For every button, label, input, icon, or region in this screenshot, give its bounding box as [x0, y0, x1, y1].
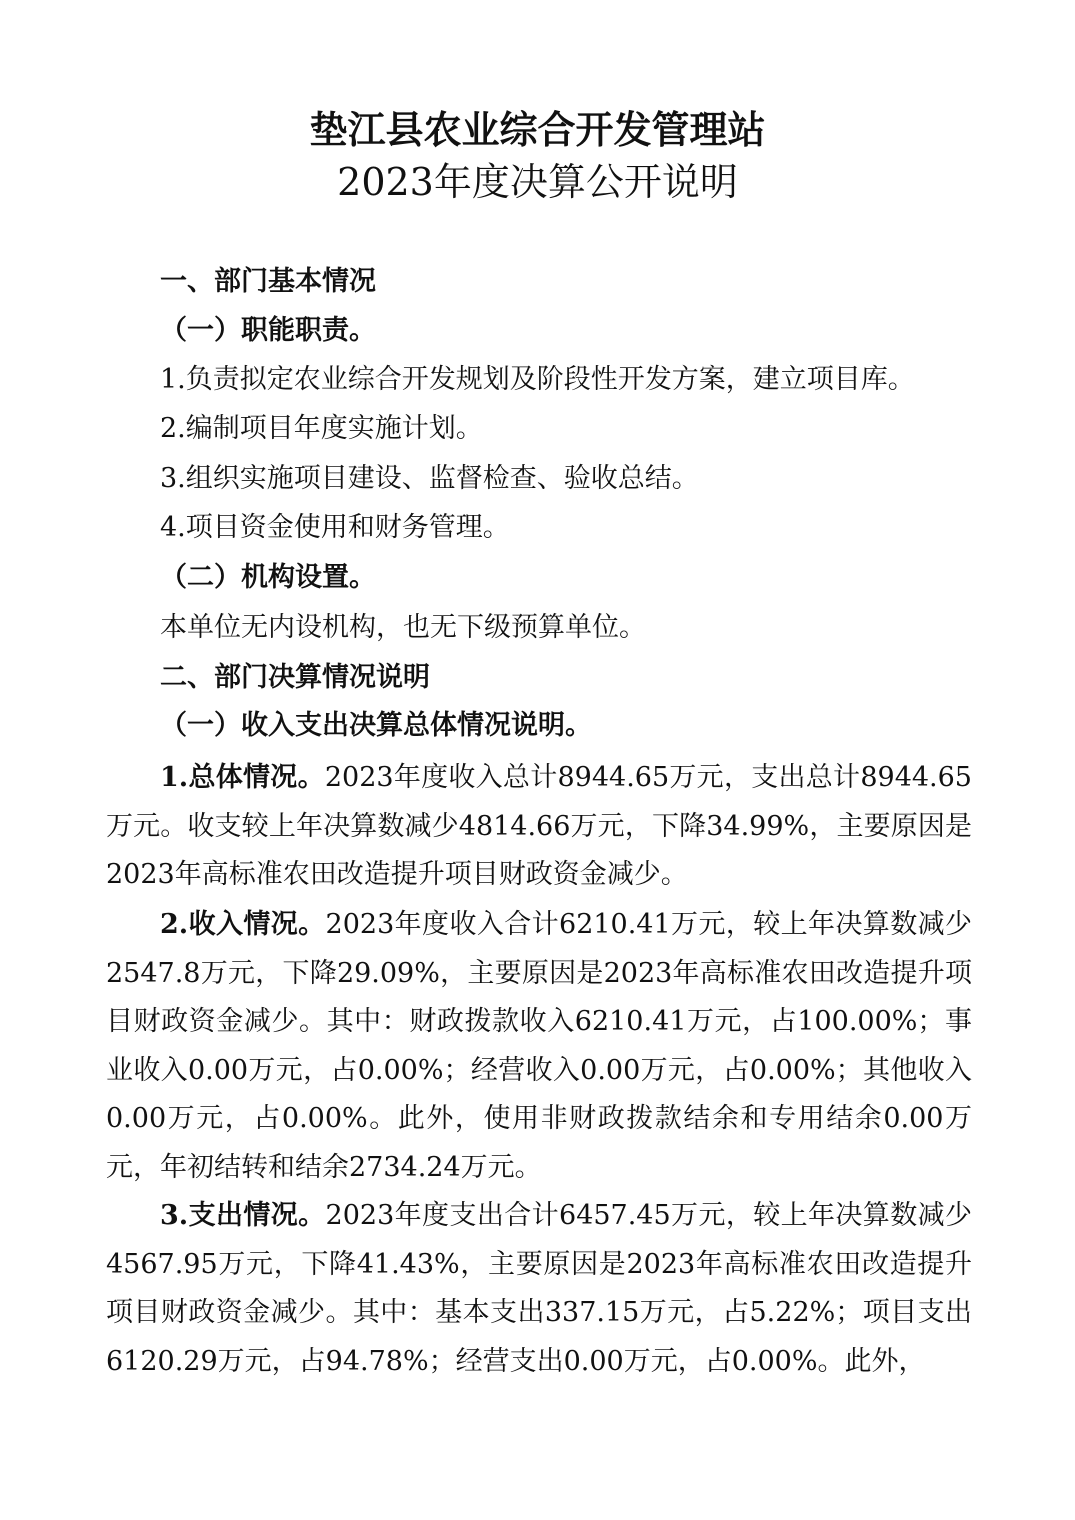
paragraph-income	[106, 901, 972, 1192]
section2-sub1-heading: （一）收入支出决算总体情况说明。	[160, 710, 592, 741]
section2-heading: 二、部门决算情况说明	[160, 662, 430, 693]
section1-sub2-heading: （二）机构设置。	[160, 562, 376, 593]
duty-item-1: 1.负责拟定农业综合开发规划及阶段性开发方案，建立项目库。	[160, 364, 915, 395]
paragraph-expenditure	[106, 1192, 972, 1386]
org-structure-text: 本单位无内设机构，也无下级预算单位。	[160, 612, 646, 643]
paragraph-expenditure-text: 2023年度支出合计6457.45万元，较上年决算数减少4567.95万元，下降41.43%，主要原因是2023年高标准农田改造提升项目财政资金减少。其中：基本支出337.15万元，占5.22%；项目支出6120.29万元，占94.78%；经营支出0.00万元，占0.00%。此外，	[106, 1200, 972, 1377]
paragraph-income-lead: 2.收入情况。	[160, 909, 326, 940]
paragraph-expenditure-lead: 3.支出情况。	[160, 1200, 326, 1231]
paragraph-overall-lead: 1.总体情况。	[160, 762, 325, 793]
paragraph-overall-text: 2023年度收入总计8944.65万元，支出总计8944.65万元。收支较上年决算数减少4814.66万元，下降34.99%，主要原因是2023年高标准农田改造提升项目财政资金减少。	[106, 762, 972, 890]
duty-item-3: 3.组织实施项目建设、监督检查、验收总结。	[160, 463, 699, 494]
duty-item-2: 2.编制项目年度实施计划。	[160, 413, 483, 444]
section1-heading: 一、部门基本情况	[160, 266, 376, 297]
doc-title-line2: 2023年度决算公开说明	[337, 160, 738, 204]
duty-item-4: 4.项目资金使用和财务管理。	[160, 512, 510, 543]
paragraph-overall	[106, 754, 972, 900]
section1-sub1-heading: （一）职能职责。	[160, 315, 376, 346]
paragraph-income-text: 2023年度收入合计6210.41万元，较上年决算数减少2547.8万元，下降29.09%，主要原因是2023年高标准农田改造提升项目财政资金减少。其中：财政拨款收入6210.41万元，占100.00%；事业收入0.00万元，占0.00%；经营收入0.00万元，占0.00%；其他收入0.00万元，占0.00%。此外，使用非财政拨款结余和专用结余0.00万元，年初结转和结余2734.24万元。	[106, 909, 972, 1183]
doc-title-line1: 垫江县农业综合开发管理站	[309, 107, 766, 152]
